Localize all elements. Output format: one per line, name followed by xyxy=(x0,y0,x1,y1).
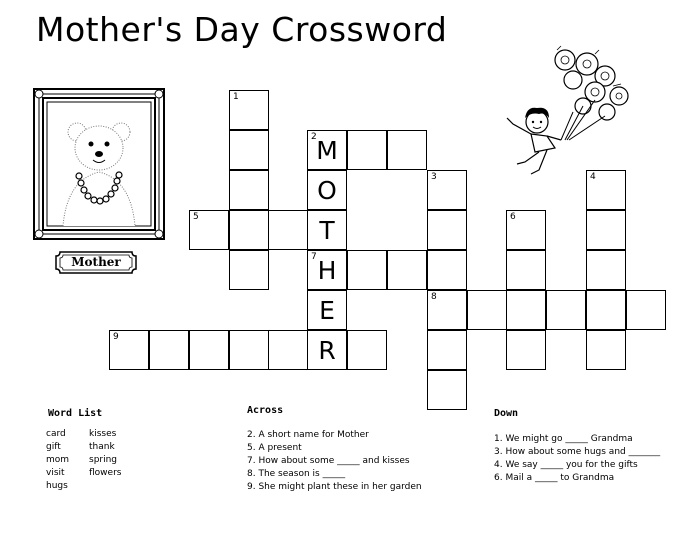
clue-number: 4 xyxy=(590,172,596,182)
grid-cell[interactable] xyxy=(506,250,546,290)
grid-cell[interactable] xyxy=(307,330,347,370)
across-clue: 9. She might plant these in her garden xyxy=(247,482,422,492)
grid-cell[interactable] xyxy=(229,250,269,290)
grid-cell[interactable] xyxy=(307,170,347,210)
grid-cell[interactable] xyxy=(427,290,467,330)
grid-letter: T xyxy=(319,216,335,245)
grid-cell[interactable] xyxy=(307,210,347,250)
clue-number: 5 xyxy=(193,212,199,222)
grid-cell[interactable] xyxy=(427,170,467,210)
across-clue: 7. How about some _____ and kisses xyxy=(247,456,410,466)
grid-cell[interactable] xyxy=(149,330,189,370)
grid-cell[interactable] xyxy=(307,130,347,170)
across-clue: 2. A short name for Mother xyxy=(247,430,369,440)
clue-number: 7 xyxy=(311,252,317,262)
word-list-item: kisses xyxy=(89,429,117,439)
clue-number: 9 xyxy=(113,332,119,342)
word-list-item: visit xyxy=(46,468,65,478)
grid-cell[interactable] xyxy=(347,250,387,290)
grid-cell[interactable] xyxy=(229,90,269,130)
grid-cell[interactable] xyxy=(229,170,269,210)
word-list-item: mom xyxy=(46,455,70,465)
grid-cell[interactable] xyxy=(307,250,347,290)
grid-cell[interactable] xyxy=(268,210,308,250)
grid-cell[interactable] xyxy=(586,290,626,330)
girl-with-flowers-icon xyxy=(495,40,640,185)
grid-cell[interactable] xyxy=(387,130,427,170)
grid-cell[interactable] xyxy=(387,250,427,290)
grid-letter: E xyxy=(319,296,335,325)
across-clue: 8. The season is _____ xyxy=(247,469,346,479)
grid-cell[interactable] xyxy=(347,130,387,170)
grid-cell[interactable] xyxy=(506,210,546,250)
word-list-heading: Word List xyxy=(48,408,103,419)
grid-cell[interactable] xyxy=(189,210,229,250)
word-list-item: gift xyxy=(46,442,61,452)
grid-cell[interactable] xyxy=(626,290,666,330)
grid-cell[interactable] xyxy=(427,370,467,410)
grid-cell[interactable] xyxy=(229,210,269,250)
grid-cell[interactable] xyxy=(427,210,467,250)
grid-letter: M xyxy=(316,136,338,165)
page-title: Mother's Day Crossword xyxy=(36,10,448,49)
clue-number: 8 xyxy=(431,292,437,302)
across-heading: Across xyxy=(247,405,284,416)
teddy-bear-portrait-icon xyxy=(33,88,165,240)
grid-cell[interactable] xyxy=(506,330,546,370)
grid-cell[interactable] xyxy=(427,250,467,290)
word-list-item: card xyxy=(46,429,66,439)
grid-cell[interactable] xyxy=(229,330,269,370)
plaque-label: Mother xyxy=(71,255,121,269)
clue-number: 1 xyxy=(233,92,239,102)
grid-cell[interactable] xyxy=(546,290,586,330)
grid-cell[interactable] xyxy=(586,170,626,210)
grid-letter: R xyxy=(318,336,336,365)
down-clue: 6. Mail a _____ to Grandma xyxy=(494,473,615,483)
grid-cell[interactable] xyxy=(229,130,269,170)
grid-cell[interactable] xyxy=(268,330,308,370)
word-list-item: hugs xyxy=(46,481,68,491)
grid-cell[interactable] xyxy=(586,330,626,370)
clue-number: 2 xyxy=(311,132,317,142)
grid-cell[interactable] xyxy=(586,250,626,290)
down-clue: 1. We might go _____ Grandma xyxy=(494,434,633,444)
down-clue: 4. We say _____ you for the gifts xyxy=(494,460,638,470)
clue-number: 3 xyxy=(431,172,437,182)
grid-cell[interactable] xyxy=(586,210,626,250)
grid-letter: O xyxy=(317,176,337,205)
across-clue: 5. A present xyxy=(247,443,302,453)
word-list-item: spring xyxy=(89,455,118,465)
grid-cell[interactable] xyxy=(427,330,467,370)
down-clue: 3. How about some hugs and _______ xyxy=(494,447,661,457)
grid-cell[interactable] xyxy=(307,290,347,330)
word-list-item: thank xyxy=(89,442,115,452)
grid-cell[interactable] xyxy=(109,330,149,370)
grid-cell[interactable] xyxy=(347,330,387,370)
grid-cell[interactable] xyxy=(467,290,507,330)
word-list-item: flowers xyxy=(89,468,122,478)
clue-number: 6 xyxy=(510,212,516,222)
grid-cell[interactable] xyxy=(506,290,546,330)
grid-letter: H xyxy=(317,256,337,285)
grid-cell[interactable] xyxy=(189,330,229,370)
down-heading: Down xyxy=(494,408,519,419)
